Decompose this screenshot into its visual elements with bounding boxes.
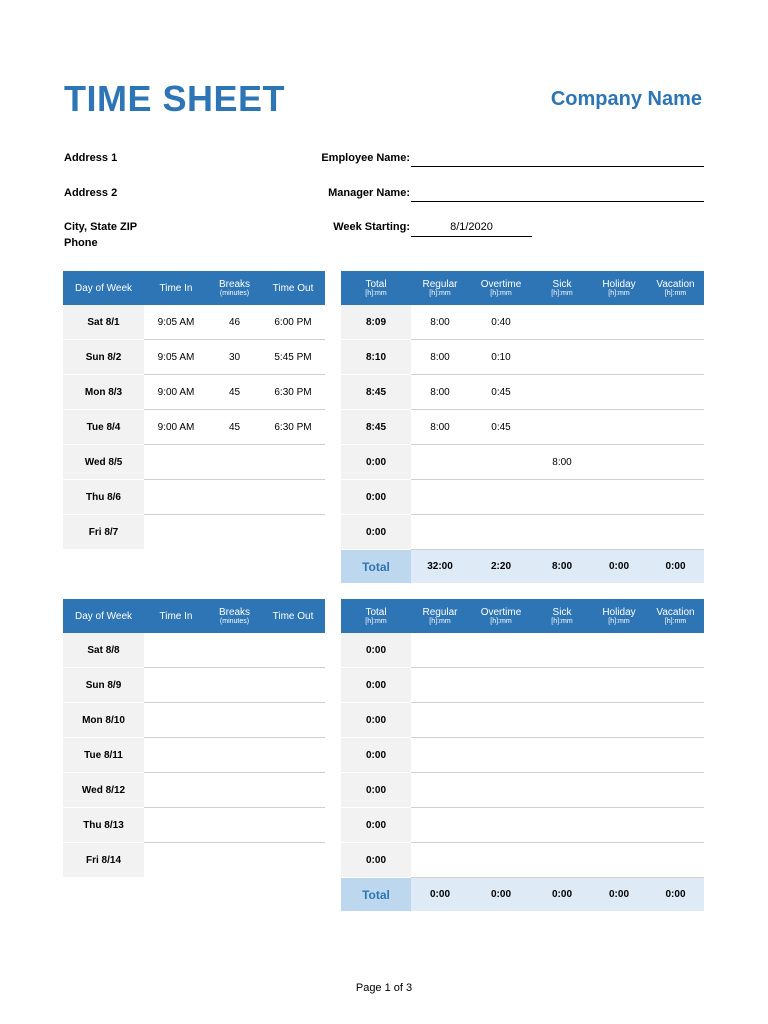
table-row <box>341 738 704 773</box>
time-in-cell[interactable] <box>144 808 208 843</box>
regular-cell[interactable] <box>411 843 469 878</box>
manager-name-label: Manager Name: <box>328 187 410 199</box>
column-header-label: Overtime <box>480 278 522 290</box>
table-row <box>63 445 325 480</box>
column-header-label: Sick <box>552 278 572 290</box>
manager-name-field[interactable] <box>411 201 704 202</box>
overtime-cell[interactable]: 0:40 <box>469 305 533 340</box>
column-header-label: Total <box>365 278 387 290</box>
column-header-unit: [h]:mm <box>551 289 573 297</box>
table-row <box>63 375 325 410</box>
breaks-cell[interactable] <box>208 773 261 808</box>
time-out-cell[interactable] <box>261 445 325 480</box>
vacation-cell[interactable] <box>647 773 704 808</box>
column-header-label: Time Out <box>272 610 314 622</box>
breaks-cell[interactable] <box>208 843 261 878</box>
overtime-cell[interactable] <box>469 445 533 480</box>
table-row <box>63 515 325 550</box>
vacation-cell[interactable] <box>647 410 704 445</box>
time-in-cell[interactable]: 9:05 AM <box>144 340 208 375</box>
column-header-unit: [h]:mm <box>429 289 451 297</box>
holiday-cell[interactable] <box>591 480 647 515</box>
table-row <box>341 480 704 515</box>
address-2: Address 2 <box>64 187 118 199</box>
column-header-label: Time Out <box>272 282 314 294</box>
column-header <box>208 599 261 633</box>
holiday-cell[interactable] <box>591 703 647 738</box>
sick-cell[interactable] <box>533 480 591 515</box>
time-out-cell[interactable] <box>261 773 325 808</box>
vacation-cell[interactable] <box>647 738 704 773</box>
total-cell: 8:45 <box>341 410 411 445</box>
sick-cell[interactable] <box>533 843 591 878</box>
holiday-cell[interactable] <box>591 808 647 843</box>
overtime-cell[interactable] <box>469 515 533 550</box>
total-sick-cell: 8:00 <box>533 550 591 584</box>
vacation-cell[interactable] <box>647 668 704 703</box>
regular-cell[interactable]: 8:00 <box>411 340 469 375</box>
overtime-cell[interactable]: 0:45 <box>469 410 533 445</box>
sick-cell[interactable] <box>533 668 591 703</box>
total-cell: 0:00 <box>341 668 411 703</box>
table-row <box>341 515 704 550</box>
time-in-cell[interactable]: 9:00 AM <box>144 375 208 410</box>
table-row <box>63 773 325 808</box>
sick-cell[interactable] <box>533 305 591 340</box>
regular-cell[interactable]: 8:00 <box>411 375 469 410</box>
breaks-cell[interactable] <box>208 703 261 738</box>
total-sick-cell: 0:00 <box>533 878 591 912</box>
column-header-unit: [h]:mm <box>608 617 630 625</box>
time-in-cell[interactable] <box>144 738 208 773</box>
breaks-cell[interactable]: 46 <box>208 305 261 340</box>
column-header <box>533 599 591 633</box>
holiday-cell[interactable] <box>591 738 647 773</box>
vacation-cell[interactable] <box>647 515 704 550</box>
address-1: Address 1 <box>64 152 118 164</box>
sick-cell[interactable]: 8:00 <box>533 445 591 480</box>
column-header-label: Sick <box>552 606 572 618</box>
time-in-cell[interactable] <box>144 445 208 480</box>
table-row <box>63 480 325 515</box>
column-header-label: Holiday <box>602 278 636 290</box>
day-cell: Thu 8/13 <box>63 808 144 843</box>
total-regular-cell: 32:00 <box>411 550 469 584</box>
total-cell: 8:45 <box>341 375 411 410</box>
overtime-cell[interactable] <box>469 668 533 703</box>
table-row <box>63 633 325 668</box>
holiday-cell[interactable] <box>591 375 647 410</box>
time-out-cell[interactable] <box>261 703 325 738</box>
column-header <box>591 271 647 305</box>
total-cell: 0:00 <box>341 773 411 808</box>
table-row <box>341 668 704 703</box>
sick-cell[interactable] <box>533 808 591 843</box>
breaks-cell[interactable] <box>208 480 261 515</box>
total-holiday-cell: 0:00 <box>591 878 647 912</box>
column-header-label: Time In <box>159 282 193 294</box>
week-starting-label: Week Starting: <box>333 221 410 233</box>
city-state-zip: City, State ZIP <box>64 221 138 233</box>
header-row <box>341 271 704 305</box>
sick-cell[interactable] <box>533 633 591 668</box>
sick-cell[interactable] <box>533 773 591 808</box>
sick-cell[interactable] <box>533 410 591 445</box>
column-header <box>469 599 533 633</box>
breaks-cell[interactable] <box>208 808 261 843</box>
column-header-label: Breaks <box>218 606 251 618</box>
header-row <box>63 271 325 305</box>
regular-cell[interactable] <box>411 773 469 808</box>
overtime-cell[interactable] <box>469 480 533 515</box>
time-in-cell[interactable] <box>144 633 208 668</box>
time-out-cell[interactable] <box>261 633 325 668</box>
sick-cell[interactable] <box>533 340 591 375</box>
column-header-unit: [h]:mm <box>490 617 512 625</box>
time-in-cell[interactable]: 9:05 AM <box>144 305 208 340</box>
total-label-cell: Total <box>341 878 411 912</box>
vacation-cell[interactable] <box>647 445 704 480</box>
column-header <box>63 599 144 633</box>
regular-cell[interactable] <box>411 445 469 480</box>
vacation-cell[interactable] <box>647 340 704 375</box>
regular-cell[interactable] <box>411 703 469 738</box>
table-row <box>63 808 325 843</box>
column-header <box>469 271 533 305</box>
total-cell: 0:00 <box>341 633 411 668</box>
week2-hours-table <box>341 599 704 911</box>
column-header-unit: (minutes) <box>219 289 250 297</box>
day-cell: Wed 8/5 <box>63 445 144 480</box>
table-row <box>63 738 325 773</box>
page-number: Page 1 of 3 <box>355 982 413 994</box>
total-overtime-cell: 2:20 <box>469 550 533 584</box>
sick-cell[interactable] <box>533 703 591 738</box>
table-row <box>341 340 704 375</box>
column-header <box>208 271 261 305</box>
employee-name-field[interactable] <box>411 166 704 167</box>
table-row <box>341 843 704 878</box>
column-header <box>533 271 591 305</box>
vacation-cell[interactable] <box>647 633 704 668</box>
table-row <box>63 340 325 375</box>
breaks-cell[interactable]: 45 <box>208 375 261 410</box>
breaks-cell[interactable]: 30 <box>208 340 261 375</box>
total-regular-cell: 0:00 <box>411 878 469 912</box>
time-out-cell[interactable]: 6:00 PM <box>261 305 325 340</box>
column-header-label: Day of Week <box>74 282 133 294</box>
column-header-unit: [h]:mm <box>490 289 512 297</box>
regular-cell[interactable] <box>411 738 469 773</box>
total-label-cell: Total <box>341 550 411 584</box>
table-row <box>341 375 704 410</box>
overtime-cell[interactable] <box>469 773 533 808</box>
table-row <box>341 703 704 738</box>
column-header-label: Vacation <box>656 278 695 290</box>
column-header <box>647 271 704 305</box>
phone: Phone <box>64 237 98 249</box>
table-row <box>341 633 704 668</box>
overtime-cell[interactable] <box>469 843 533 878</box>
holiday-cell[interactable] <box>591 445 647 480</box>
vacation-cell[interactable] <box>647 808 704 843</box>
column-header-label: Time In <box>159 610 193 622</box>
column-header-unit: [h]:mm <box>365 289 387 297</box>
vacation-cell[interactable] <box>647 480 704 515</box>
holiday-cell[interactable] <box>591 668 647 703</box>
total-cell: 0:00 <box>341 445 411 480</box>
time-out-cell[interactable] <box>261 738 325 773</box>
holiday-cell[interactable] <box>591 515 647 550</box>
column-header <box>144 599 208 633</box>
column-header-unit: [h]:mm <box>551 617 573 625</box>
sick-cell[interactable] <box>533 738 591 773</box>
holiday-cell[interactable] <box>591 340 647 375</box>
column-header-label: Overtime <box>480 606 522 618</box>
total-overtime-cell: 0:00 <box>469 878 533 912</box>
time-in-cell[interactable]: 9:00 AM <box>144 410 208 445</box>
table-row <box>63 703 325 738</box>
total-cell: 0:00 <box>341 703 411 738</box>
breaks-cell[interactable] <box>208 515 261 550</box>
overtime-cell[interactable] <box>469 633 533 668</box>
sick-cell[interactable] <box>533 515 591 550</box>
week2-time-table <box>63 599 325 877</box>
overtime-cell[interactable] <box>469 703 533 738</box>
regular-cell[interactable] <box>411 808 469 843</box>
column-header <box>411 599 469 633</box>
table-row <box>63 668 325 703</box>
column-header <box>591 599 647 633</box>
regular-cell[interactable] <box>411 668 469 703</box>
time-in-cell[interactable] <box>144 843 208 878</box>
time-out-cell[interactable]: 5:45 PM <box>261 340 325 375</box>
header-row <box>63 599 325 633</box>
vacation-cell[interactable] <box>647 703 704 738</box>
column-header <box>144 271 208 305</box>
company-name: Company Name <box>550 88 702 110</box>
vacation-cell[interactable] <box>647 375 704 410</box>
time-in-cell[interactable] <box>144 668 208 703</box>
week1-time-table <box>63 271 325 549</box>
totals-row <box>341 878 704 912</box>
column-header <box>341 599 411 633</box>
day-cell: Tue 8/4 <box>63 410 144 445</box>
week-starting-value[interactable]: 8/1/2020 <box>450 221 493 233</box>
total-cell: 0:00 <box>341 738 411 773</box>
column-header-unit: [h]:mm <box>429 617 451 625</box>
week-starting-underline <box>411 236 532 237</box>
time-out-cell[interactable] <box>261 843 325 878</box>
breaks-cell[interactable] <box>208 445 261 480</box>
header-row <box>341 599 704 633</box>
day-cell: Sat 8/1 <box>63 305 144 340</box>
table-row <box>341 445 704 480</box>
holiday-cell[interactable] <box>591 773 647 808</box>
column-header-unit: [h]:mm <box>608 289 630 297</box>
day-cell: Fri 8/14 <box>63 843 144 878</box>
breaks-cell[interactable] <box>208 738 261 773</box>
breaks-cell[interactable]: 45 <box>208 410 261 445</box>
column-header <box>261 599 325 633</box>
column-header-label: Regular <box>422 278 458 290</box>
regular-cell[interactable]: 8:00 <box>411 410 469 445</box>
column-header-label: Total <box>365 606 387 618</box>
overtime-cell[interactable]: 0:45 <box>469 375 533 410</box>
column-header-unit: [h]:mm <box>664 289 687 297</box>
time-out-cell[interactable]: 6:30 PM <box>261 375 325 410</box>
vacation-cell[interactable] <box>647 843 704 878</box>
holiday-cell[interactable] <box>591 633 647 668</box>
holiday-cell[interactable] <box>591 843 647 878</box>
table-row <box>341 305 704 340</box>
day-cell: Wed 8/12 <box>63 773 144 808</box>
day-cell: Mon 8/10 <box>63 703 144 738</box>
overtime-cell[interactable] <box>469 738 533 773</box>
time-out-cell[interactable] <box>261 480 325 515</box>
column-header-unit: (minutes) <box>219 617 250 625</box>
day-cell: Tue 8/11 <box>63 738 144 773</box>
column-header-label: Vacation <box>656 606 695 618</box>
column-header <box>411 271 469 305</box>
column-header <box>341 271 411 305</box>
column-header-label: Holiday <box>602 606 636 618</box>
column-header-unit: [h]:mm <box>365 617 387 625</box>
table-row <box>63 305 325 340</box>
table-row <box>341 808 704 843</box>
totals-row <box>341 550 704 584</box>
total-vacation-cell: 0:00 <box>647 878 704 912</box>
time-in-cell[interactable] <box>144 480 208 515</box>
page-title: TIME SHEET <box>64 78 286 119</box>
day-cell: Sat 8/8 <box>63 633 144 668</box>
total-vacation-cell: 0:00 <box>647 550 704 584</box>
week1-hours-table <box>341 271 704 583</box>
day-cell: Mon 8/3 <box>63 375 144 410</box>
holiday-cell[interactable] <box>591 410 647 445</box>
column-header <box>63 271 144 305</box>
breaks-cell[interactable] <box>208 668 261 703</box>
total-cell: 8:10 <box>341 340 411 375</box>
day-cell: Sun 8/9 <box>63 668 144 703</box>
regular-cell[interactable] <box>411 480 469 515</box>
table-row <box>63 410 325 445</box>
overtime-cell[interactable]: 0:10 <box>469 340 533 375</box>
time-in-cell[interactable] <box>144 515 208 550</box>
column-header-label: Breaks <box>218 278 251 290</box>
time-out-cell[interactable] <box>261 515 325 550</box>
time-out-cell[interactable] <box>261 668 325 703</box>
column-header-label: Regular <box>422 606 458 618</box>
column-header <box>261 271 325 305</box>
column-header-label: Day of Week <box>74 610 133 622</box>
overtime-cell[interactable] <box>469 808 533 843</box>
day-cell: Fri 8/7 <box>63 515 144 550</box>
day-cell: Sun 8/2 <box>63 340 144 375</box>
breaks-cell[interactable] <box>208 633 261 668</box>
sick-cell[interactable] <box>533 375 591 410</box>
regular-cell[interactable] <box>411 515 469 550</box>
total-cell: 8:09 <box>341 305 411 340</box>
total-cell: 0:00 <box>341 515 411 550</box>
vacation-cell[interactable] <box>647 305 704 340</box>
column-header-unit: [h]:mm <box>664 617 687 625</box>
table-row <box>341 773 704 808</box>
regular-cell[interactable]: 8:00 <box>411 305 469 340</box>
time-out-cell[interactable] <box>261 808 325 843</box>
employee-name-label: Employee Name: <box>321 152 410 164</box>
total-holiday-cell: 0:00 <box>591 550 647 584</box>
total-cell: 0:00 <box>341 480 411 515</box>
time-out-cell[interactable]: 6:30 PM <box>261 410 325 445</box>
column-header <box>647 599 704 633</box>
holiday-cell[interactable] <box>591 305 647 340</box>
total-cell: 0:00 <box>341 808 411 843</box>
time-in-cell[interactable] <box>144 703 208 738</box>
table-row <box>341 410 704 445</box>
total-cell: 0:00 <box>341 843 411 878</box>
time-in-cell[interactable] <box>144 773 208 808</box>
day-cell: Thu 8/6 <box>63 480 144 515</box>
table-row <box>63 843 325 878</box>
regular-cell[interactable] <box>411 633 469 668</box>
